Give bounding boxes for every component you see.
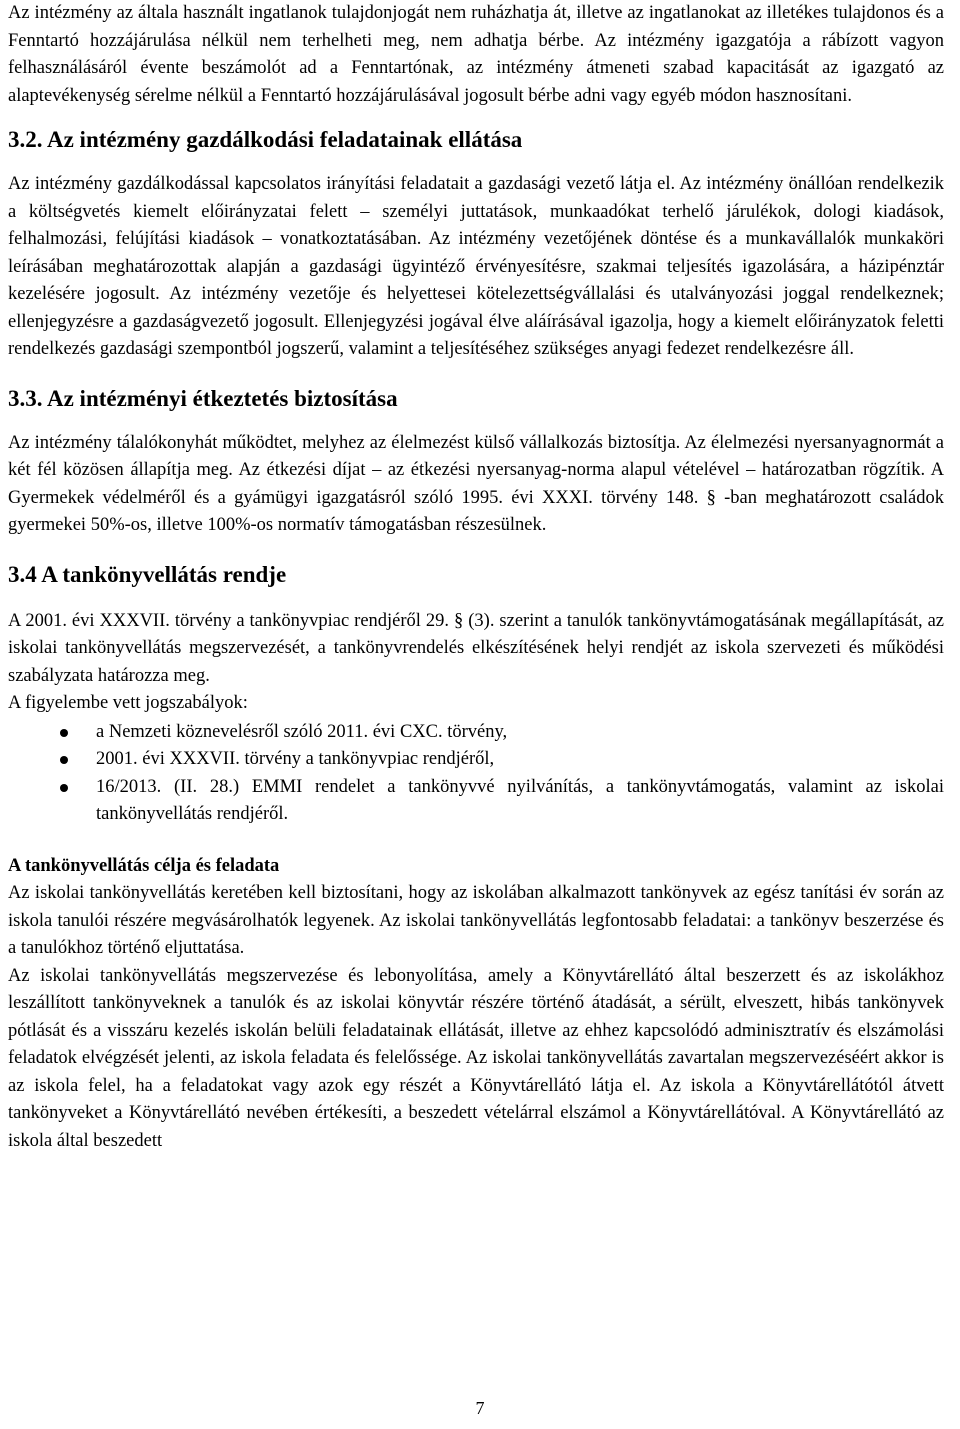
- laws-intro: A figyelembe vett jogszabályok:: [8, 693, 248, 713]
- paragraph-goal-2: Az iskolai tankönyvellátás megszervezése és lebonyolítása, amely a Könyvtárellátó által beszerzett és az iskolákhoz leszállított tankönyveknek a tanulók és az iskolai könyvtár részére történő átadását, a sérült, elveszett, hibás tankönyvek pótlását és a visszáru kezelés iskolán belüli feladatainak ellátását, illetve az ehhez kapcsolódó adminisztratív és elszámolási feladatok elvégzését jelenti, az iskola feladata és felelőssége. Az iskolai tankönyvellátás zavartalan megszervezéséért akkor is az iskola felel, ha a feladatokat vagy azok egy részét a Könyvtárellátó látja el. Az iskola a Könyvtárellátótól átvett tankönyveket a Könyvtárellátó nevében értékesíti, a beszedett vételárral elszámol a Könyvtárellátóval. A Könyvtárellátó az iskola által beszedett: [8, 965, 944, 1151]
- heading-section-3-4: 3.4 A tankönyvellátás rendje: [8, 561, 287, 587]
- paragraph-goal-1: Az iskolai tankönyvellátás keretében kell biztosítani, hogy az iskolában alkalmazott tankönyvek az egész tanítási év során az iskola tanulói részére megvásárolhatók legyenek. Az iskolai tankönyvellátás legfontosabb feladatai: a tankönyv beszerzése és a tanulókhoz történő eljuttatása.: [8, 883, 944, 958]
- document-page: [8, 0, 944, 1155]
- laws-list: [8, 719, 944, 829]
- list-item: [8, 719, 944, 747]
- bullet-icon: [60, 729, 68, 737]
- list-item: [8, 746, 944, 774]
- law-item-text: 16/2013. (II. 28.) EMMI rendelet a tankönyvvé nyilvánítás, a tankönyvtámogatás, valamint az iskolai tankönyvellátás rendjéről.: [96, 776, 944, 824]
- paragraph-textbook-supply: A 2001. évi XXXVII. törvény a tankönyvpiac rendjéről 29. § (3). szerint a tanulók tankönyvtámogatásának megállapítását, az iskolai tankönyvellátás megszervezését, a tankönyvrendelés elkészítésének helyi rendjét az iskola szervezeti és működési szabályzata határozza meg.: [8, 610, 944, 686]
- law-item-text: 2001. évi XXXVII. törvény a tankönyvpiac rendjéről,: [96, 749, 495, 769]
- paragraph-catering: Az intézmény tálalókonyhát működtet, melyhez az élelmezést külső vállalkozás biztosítja. Az élelmezési nyersanyagnormát a két fél közösen állapítja meg. Az étkezési díjat – az étkezési nyersanyag-norma alapul vételével – határozatban rögzítik. A Gyermekek védelméről és a gyámügyi igazgatásról szóló 1995. évi XXXI. törvény 148. § -ban meghatározott családok gyermekei 50%-os, illetve 100%-os normatív támogatásban részesülnek.: [8, 432, 944, 535]
- heading-goal-and-task: A tankönyvellátás célja és feladata: [8, 855, 280, 876]
- bullet-icon: [60, 784, 68, 792]
- page-number: 7: [475, 1398, 485, 1418]
- bullet-icon: [60, 756, 68, 764]
- paragraph-financial-management: Az intézmény gazdálkodással kapcsolatos irányítási feladatait a gazdasági vezető látja el. Az intézmény önállóan rendelkezik a költségvetés kiemelt előirányzatai felett – személyi juttatások, munkaadókat terhelő járulékok, dologi kiadások, felhalmozási, felújítási kiadások – vonatkoztatásában. Az intézmény vezetőjének döntése és a munkavállalók munkaköri leírásában meghatározottak alapján a gazdasági ügyintéző érvényesítésre, szakmai teljesítés igazolására, a házipénztár kezelésére jogosult. Az intézmény vezetője és helyettesei kötelezettségvállalási és utalványozási joggal rendelkeznek; ellenjegyzésre a gazdaságvezető jogosult. Ellenjegyzési jogával élve aláírásával igazolja, hogy a kiemelt előirányzatok feletti rendelkezés gazdasági szempontból jogszerű, valamint a teljesítéséhez szükséges anyagi fedezet rendelkezésre áll.: [8, 174, 944, 359]
- list-item: [8, 774, 944, 829]
- heading-section-3-3: 3.3. Az intézményi étkeztetés biztosítása: [8, 385, 398, 411]
- law-item-text: a Nemzeti köznevelésről szóló 2011. évi CXC. törvény,: [96, 721, 508, 742]
- heading-section-3-2: 3.2. Az intézmény gazdálkodási feladatainak ellátása: [8, 127, 523, 152]
- paragraph-property-use: Az intézmény az általa használt ingatlanok tulajdonjogát nem ruházhatja át, illetve az ingatlanokat az illetékes tulajdonos és a Fenntartó hozzájárulása nélkül nem terhelheti meg, nem adhatja bérbe. Az intézmény igazgatója a rábízott vagyon felhasználásáról évente beszámolót ad a Fenntartónak, az intézmény átmeneti szabad kapacitását az igazgató az alaptevékenység sérelme nélkül a Fenntartó hozzájárulásával jogosult bérbe adni vagy egyéb módon hasznosítani.: [8, 3, 944, 106]
